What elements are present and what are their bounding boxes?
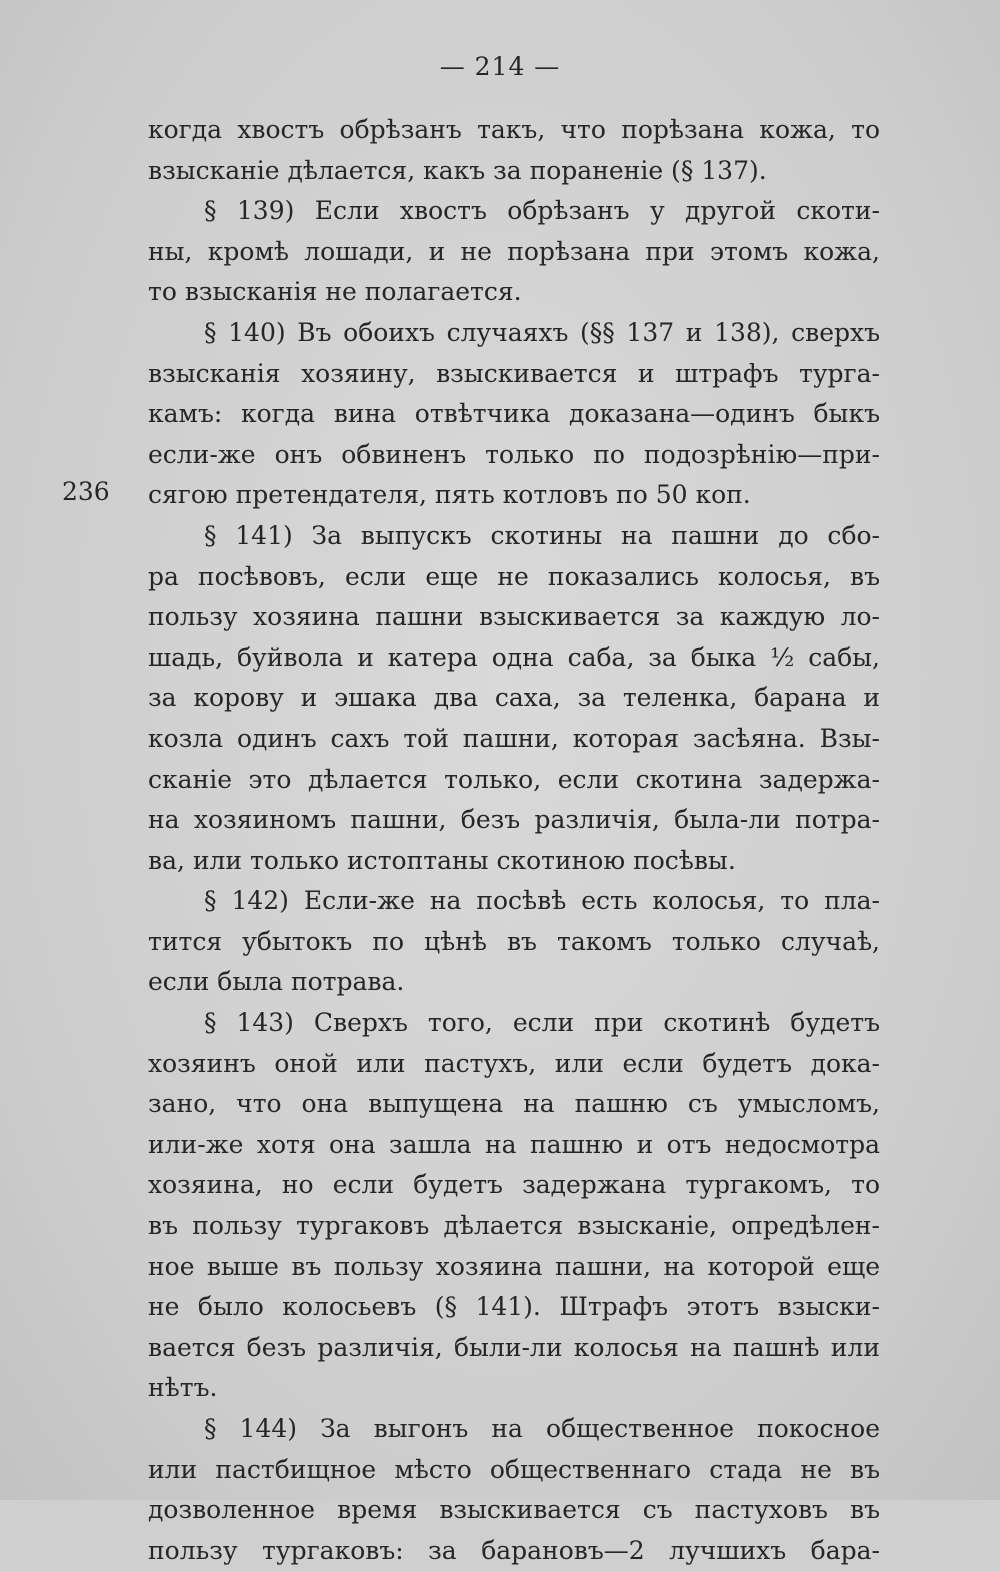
- paragraph-143-start: § 143) Сверхъ того, если при скотинѣ будетъ: [204, 1008, 880, 1038]
- text-line: на хозяиномъ пашни, безъ различія, была-ли потра-: [148, 805, 880, 835]
- text-line: ны, кромѣ лошади, и не порѣзана при этомъ кожа,: [148, 236, 880, 266]
- text-line: зано, что она выпущена на пашню съ умысломъ,: [148, 1089, 880, 1119]
- text-line: взысканіе дѣлается, какъ за пораненіе (§ 137).: [148, 155, 767, 185]
- text-line: ра посѣвовъ, если еще не показались колосья, въ: [148, 561, 880, 591]
- text-line: вается безъ различія, были-ли колосья на пашнѣ или: [148, 1332, 880, 1362]
- paragraph-142-start: § 142) Если-же на посѣвѣ есть колосья, то пла-: [204, 886, 880, 916]
- text-line: камъ: когда вина отвѣтчика доказана—одинъ быкъ: [148, 399, 880, 429]
- margin-number: 236: [62, 477, 110, 506]
- text-line: или пастбищное мѣсто общественнаго стада не въ: [148, 1454, 880, 1484]
- text-line: сканіе это дѣлается только, если скотина задержа-: [148, 764, 880, 794]
- text-line: шадь, буйвола и катера одна саба, за быка ½ сабы,: [148, 642, 880, 672]
- paragraph-144-start: § 144) За выгонъ на общественное покосное: [204, 1414, 880, 1443]
- text-line: сягою претендателя, пять котловъ по 50 коп.: [148, 480, 751, 510]
- text-line: хозяина, но если будетъ задержана тургакомъ, то: [148, 1170, 880, 1200]
- body-text: [148, 110, 880, 1571]
- text-line: нѣтъ.: [148, 1373, 218, 1403]
- text-line: не было колосьевъ (§ 141). Штрафъ этотъ взыски-: [148, 1292, 880, 1322]
- text-line: въ пользу тургаковъ дѣлается взысканіе, опредѣлен-: [148, 1211, 880, 1241]
- text-line: или-же хотя она зашла на пашню и отъ недосмотра: [148, 1129, 880, 1159]
- text-line: если была потрава.: [148, 967, 405, 997]
- paragraph-139-start: § 139) Если хвостъ обрѣзанъ у другой скоти-: [204, 196, 880, 226]
- text-line: козла одинъ сахъ той пашни, которая засѣяна. Взы-: [148, 723, 880, 753]
- text-line: пользу хозяина пашни взыскивается за каждую ло-: [148, 602, 880, 632]
- text-line: за корову и эшака два саха, за теленка, барана и: [148, 683, 880, 713]
- text-line: пользу тургаковъ: за барановъ—2 лучшихъ бара-: [148, 1535, 880, 1565]
- text-line: дозволенное время взыскивается съ пастуховъ въ: [148, 1495, 880, 1525]
- page-number: — 214 —: [439, 52, 561, 81]
- paragraph-141-start: § 141) За выпускъ скотины на пашни до сбо-: [204, 520, 880, 550]
- text-line: хозяинъ оной или пастухъ, или если будетъ дока-: [148, 1048, 880, 1078]
- text-line: то взысканія не полагается.: [148, 277, 522, 307]
- text-line: ва, или только истоптаны скотиною посѣвы.: [148, 845, 736, 875]
- text-line: если-же онъ обвиненъ только по подозрѣнію—при-: [148, 439, 880, 469]
- text-line: когда хвостъ обрѣзанъ такъ, что порѣзана кожа, то: [148, 115, 880, 144]
- text-line: взысканія хозяину, взыскивается и штрафъ турга-: [148, 358, 880, 388]
- paragraph-140-start: § 140) Въ обоихъ случаяхъ (§§ 137 и 138), сверхъ: [204, 317, 880, 347]
- text-line: тится убытокъ по цѣнѣ въ такомъ только случаѣ,: [148, 926, 880, 956]
- text-line: ное выше въ пользу хозяина пашни, на которой еще: [148, 1251, 880, 1281]
